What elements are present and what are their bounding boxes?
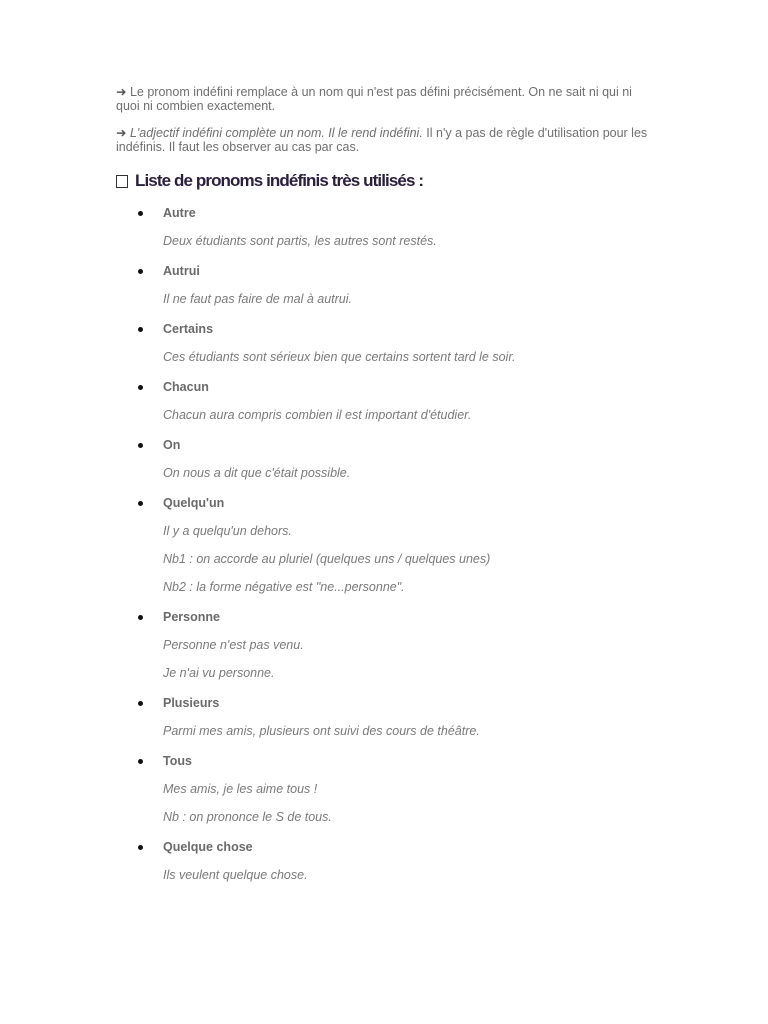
list-item <box>116 379 656 423</box>
example-sentence: Il ne faut pas faire de mal à autrui. <box>163 292 352 306</box>
list-item <box>116 839 656 883</box>
pronoun-term: Chacun <box>163 380 209 394</box>
list-item <box>116 321 656 365</box>
document-page <box>116 86 656 883</box>
pronoun-term: Plusieurs <box>163 696 220 710</box>
bullet-icon <box>138 327 143 332</box>
example-sentence: Mes amis, je les aime tous ! <box>163 782 318 796</box>
example-sentence: Nb2 : la forme négative est "ne...personne". <box>163 580 405 594</box>
bullet-icon <box>138 845 143 850</box>
example-sentence: Ils veulent quelque chose. <box>163 868 308 882</box>
example-sentence: Nb : on prononce le S de tous. <box>163 810 332 824</box>
list-item <box>116 753 656 825</box>
pronoun-term: Certains <box>163 322 214 336</box>
bullet-icon <box>138 211 143 216</box>
bullet-icon <box>138 701 143 706</box>
pronoun-list <box>116 205 656 883</box>
pronoun-term: Quelque chose <box>163 840 253 854</box>
pronoun-term: Tous <box>163 754 192 768</box>
list-item <box>116 609 656 681</box>
pronoun-term: Quelqu'un <box>163 496 225 510</box>
list-item <box>116 437 656 481</box>
intro-paragraph-2 <box>116 127 656 154</box>
example-sentence: On nous a dit que c'était possible. <box>163 466 351 480</box>
arrow-icon: ➜ <box>116 85 127 99</box>
section-heading-text: Liste de pronoms indéfinis très utilisés : <box>135 171 424 190</box>
example-sentence: Deux étudiants sont partis, les autres sont restés. <box>163 234 437 248</box>
checkbox-square-icon <box>116 175 128 188</box>
bullet-icon <box>138 269 143 274</box>
example-sentence: Parmi mes amis, plusieurs ont suivi des cours de théâtre. <box>163 724 480 738</box>
example-sentence: Ces étudiants sont sérieux bien que certains sortent tard le soir. <box>163 350 516 364</box>
pronoun-term: Autrui <box>163 264 200 278</box>
list-item <box>116 205 656 249</box>
section-heading <box>116 171 656 191</box>
pronoun-term: On <box>163 438 181 452</box>
pronoun-term: Personne <box>163 610 220 624</box>
bullet-icon <box>138 759 143 764</box>
example-sentence: Chacun aura compris combien il est important d'étudier. <box>163 408 472 422</box>
bullet-icon <box>138 501 143 506</box>
bullet-icon <box>138 443 143 448</box>
arrow-icon: ➜ <box>116 126 127 140</box>
intro-text-1: Le pronom indéfini remplace à un nom qui n'est pas défini précisément. On ne sait ni qui ni quoi ni combien exactement. <box>116 85 632 113</box>
intro-paragraph-1 <box>116 86 656 113</box>
example-sentence: Nb1 : on accorde au pluriel (quelques uns / quelques unes) <box>163 552 491 566</box>
intro-text-2-rest: Il n'y a pas de règle d'utilisation pour les indéfinis. Il faut les observer au cas par cas. <box>116 126 648 154</box>
list-item <box>116 695 656 739</box>
pronoun-term: Autre <box>163 206 196 220</box>
list-item <box>116 263 656 307</box>
example-sentence: Personne n'est pas venu. <box>163 638 304 652</box>
bullet-icon <box>138 615 143 620</box>
list-item <box>116 495 656 595</box>
intro-text-2-italic: L'adjectif indéfini complète un nom. Il le rend indéfini. <box>129 126 423 140</box>
example-sentence: Il y a quelqu'un dehors. <box>163 524 292 538</box>
example-sentence: Je n'ai vu personne. <box>163 666 275 680</box>
bullet-icon <box>138 385 143 390</box>
